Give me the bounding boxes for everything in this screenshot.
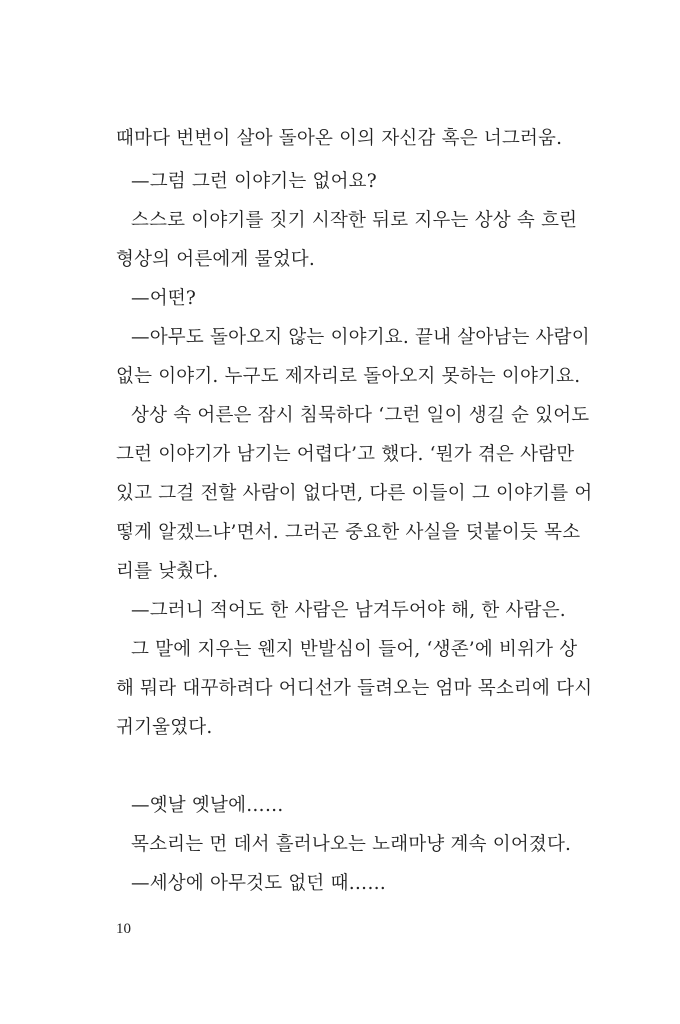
dialogue-line-6: —아무도 돌아오지 않는 이야기요. 끝내 살아남는 사람이 — [131, 327, 590, 348]
dialogue-line-13: —그러니 적어도 한 사람은 남겨두어야 해, 한 사람은. — [131, 600, 566, 621]
text-line-14: 그 말에 지우는 웬지 반발심이 들어, ‘생존’에 비위가 상 — [131, 639, 578, 660]
dialogue-line-19: —세상에 아무것도 없던 때…… — [131, 873, 387, 894]
text-line-10: 있고 그걸 전할 사람이 없다면, 다른 이들이 그 이야기를 어 — [116, 483, 593, 504]
dialogue-line-17: —옛날 옛날에…… — [131, 795, 284, 816]
text-line-7: 없는 이야기. 누구도 제자리로 돌아오지 못하는 이야기요. — [116, 366, 581, 387]
text-line-18: 목소리는 먼 데서 흘러나오는 노래마냥 계속 이어졌다. — [131, 834, 572, 855]
text-line-1: 때마다 번번이 살아 돌아온 이의 자신감 혹은 너그러움. — [116, 128, 563, 149]
text-line-11: 떻게 알겠느냐’면서. 그러곤 중요한 사실을 덧붙이듯 목소 — [116, 522, 581, 543]
dialogue-line-5: —어떤? — [131, 288, 196, 309]
text-line-4: 형상의 어른에게 물었다. — [116, 249, 315, 270]
text-line-16: 귀기울였다. — [116, 717, 213, 738]
text-line-9: 그런 이야기가 남기는 어렵다’고 했다. ‘뭔가 겪은 사람만 — [116, 444, 575, 465]
text-line-12: 리를 낮췄다. — [116, 561, 219, 582]
text-line-8: 상상 속 어른은 잠시 침묵하다 ‘그런 일이 생길 순 있어도 — [131, 405, 590, 426]
text-line-15: 해 뭐라 대꾸하려다 어디선가 들려오는 엄마 목소리에 다시 — [116, 678, 593, 699]
dialogue-line-2: —그럼 그런 이야기는 없어요? — [131, 171, 377, 192]
page-number: 10 — [116, 921, 131, 937]
text-line-3: 스스로 이야기를 짓기 시작한 뒤로 지우는 상상 속 흐린 — [131, 210, 578, 231]
